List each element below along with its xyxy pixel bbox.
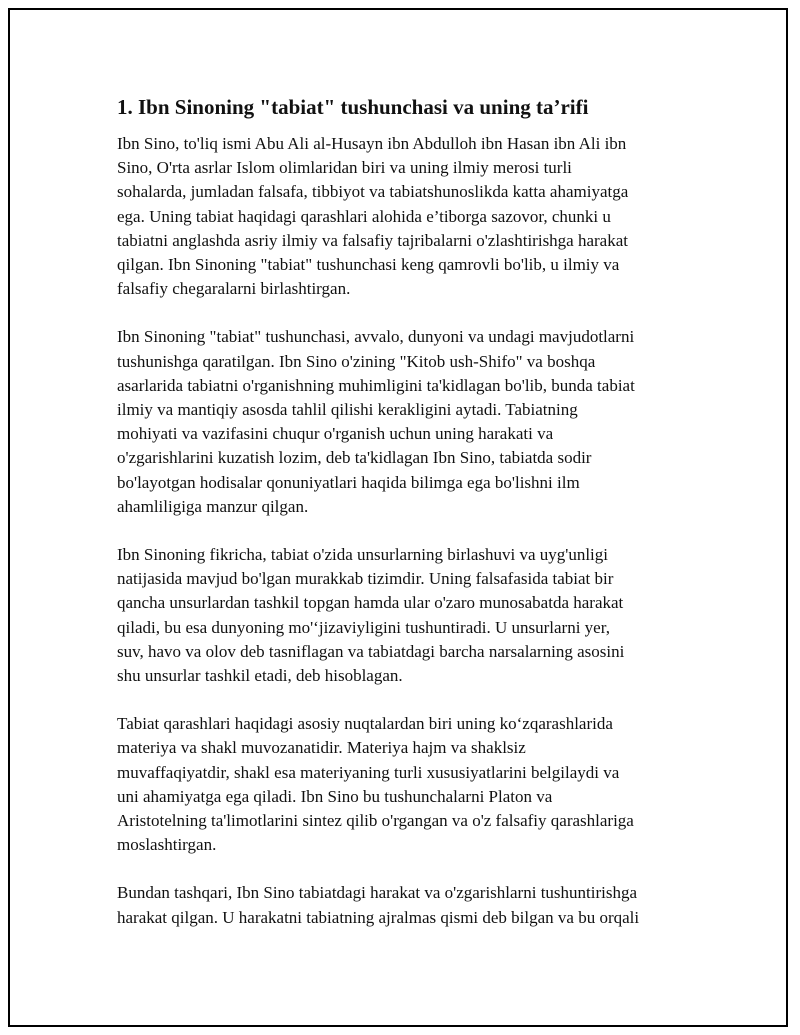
paragraph-3 [117, 543, 707, 688]
text-line: sohalarda, jumladan falsafa, tibbiyot va tabiatshunoslikda katta ahamiyatga [117, 182, 629, 202]
text-line: muvaffaqiyatdir, shakl esa materiyaning turli xususiyatlarini belgilaydi va [117, 762, 620, 782]
text-line: materiya va shakl muvozanatidir. Materiya hajm va shaklsiz [117, 738, 526, 758]
text-line: tabiatni anglashda asriy ilmiy va falsafiy tajribalarni o'zlashtirishga harakat [117, 230, 628, 250]
paragraph-2 [117, 325, 707, 519]
section-heading: 1. Ibn Sinoning "tabiat" tushunchasi va uning ta’rifi [117, 95, 589, 119]
text-line: ega. Uning tabiat haqidagi qarashlari alohida e’tiborga sazovor, chunki u [117, 206, 611, 226]
text-line: shu unsurlar tashkil etadi, deb hisoblagan. [117, 666, 403, 686]
text-line: qancha unsurlardan tashkil topgan hamda ular o'zaro munosabatda harakat [117, 593, 624, 613]
text-line: Aristotelning ta'limotlarini sintez qilib o'rgangan va o'z falsafiy qarashlariga [117, 811, 634, 831]
text-line: qilgan. Ibn Sinoning "tabiat" tushunchasi keng qamrovli bo'lib, u ilmiy va [117, 255, 620, 275]
text-line: ahamliligiga manzur qilgan. [117, 496, 309, 516]
text-line: asarlarida tabiatni o'rganishning muhimligini ta'kidlagan bo'lib, bunda tabiat [117, 375, 635, 395]
paragraph-4 [117, 712, 707, 857]
text-line: qiladi, bu esa dunyoning mo'‘jizaviyligini tushuntiradi. U unsurlarni yer, [117, 617, 610, 637]
paragraph-1 [117, 132, 707, 301]
text-line: tushunishga qaratilgan. Ibn Sino o'zining "Kitob ush-Shifo" va boshqa [117, 351, 596, 371]
text-line: Sino, O'rta asrlar Islom olimlaridan biri va uning ilmiy merosi turli [117, 158, 572, 178]
text-line: Tabiat qarashlari haqidagi asosiy nuqtalardan biri uning ko‘zqarashlarida [117, 714, 613, 734]
text-line: harakat qilgan. U harakatni tabiatning ajralmas qismi deb bilgan va bu orqali [117, 907, 640, 927]
text-line: Ibn Sino, to'liq ismi Abu Ali al-Husayn ibn Abdulloh ibn Hasan ibn Ali ibn [117, 134, 627, 153]
text-line: Bundan tashqari, Ibn Sino tabiatdagi harakat va o'zgarishlarni tushuntirishga [117, 883, 638, 903]
text-line: Ibn Sinoning "tabiat" tushunchasi, avvalo, dunyoni va undagi mavjudotlarni [117, 327, 635, 347]
text-line: falsafiy chegaralarni birlashtirgan. [117, 279, 351, 299]
text-line: bo'layotgan hodisalar qonuniyatlari haqida bilimga ega bo'lishni ilm [117, 472, 580, 492]
text-line: suv, havo va olov deb tasniflagan va tabiatdagi barcha narsalarning asosini [117, 641, 625, 661]
text-line: moslashtirgan. [117, 835, 217, 855]
text-line: mohiyati va vazifasini chuqur o'rganish uchun uning harakati va [117, 424, 554, 444]
paragraph-5 [117, 881, 707, 929]
document-body [117, 92, 707, 954]
text-line: natijasida mavjud bo'lgan murakkab tizimdir. Uning falsafasida tabiat bir [117, 569, 614, 589]
text-line: o'zgarishlarini kuzatish lozim, deb ta'kidlagan Ibn Sino, tabiatda sodir [117, 448, 592, 468]
text-line: ilmiy va mantiqiy asosda tahlil qilishi kerakligini aytadi. Tabiatning [117, 400, 578, 420]
text-line: Ibn Sinoning fikricha, tabiat o'zida unsurlarning birlashuvi va uyg'unligi [117, 545, 609, 565]
text-line: uni ahamiyatga ega qiladi. Ibn Sino bu tushunchalarni Platon va [117, 786, 553, 806]
